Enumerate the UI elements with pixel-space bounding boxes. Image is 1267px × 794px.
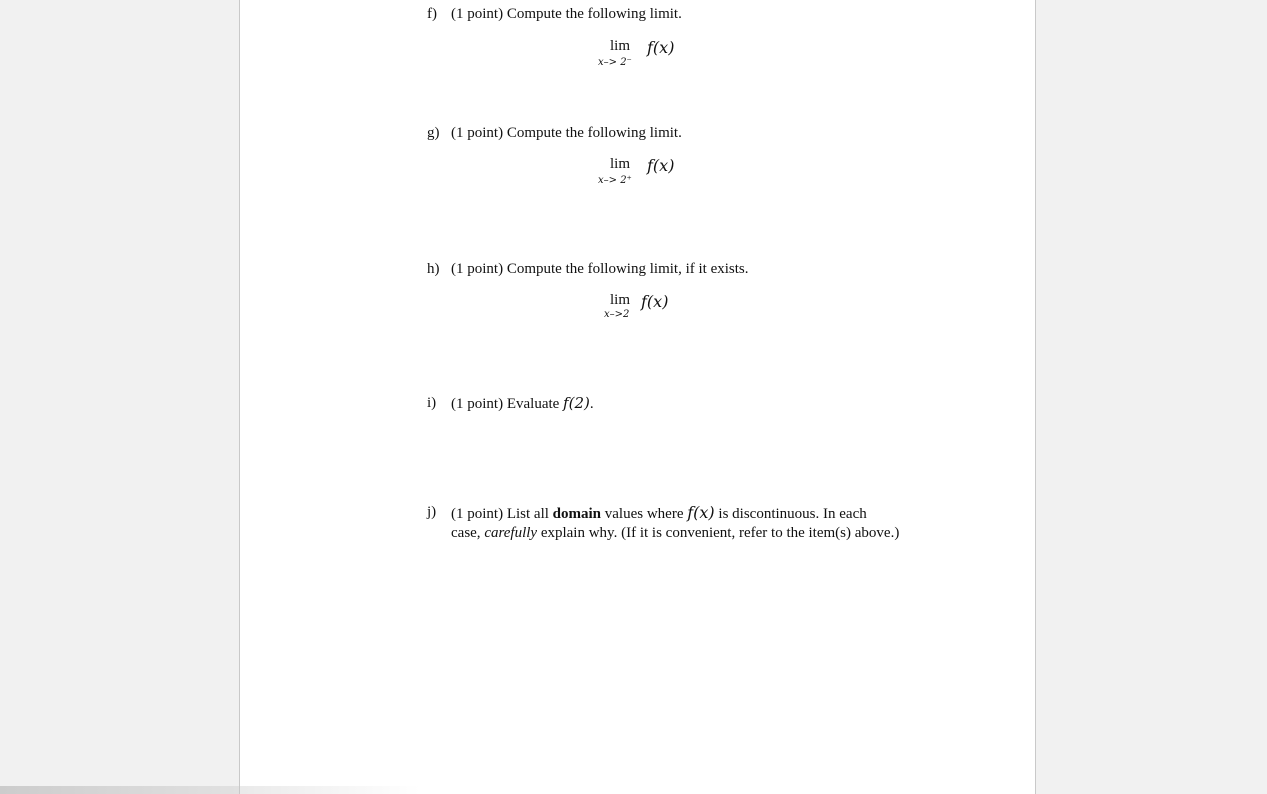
text-before: case, [451, 525, 485, 541]
question-label: h) [427, 261, 440, 277]
question-label: g) [427, 125, 440, 141]
bold-word: domain [552, 506, 602, 522]
bottom-shadow [0, 786, 420, 794]
question-label: i) [427, 395, 437, 411]
question-text [451, 393, 594, 415]
text-after: is discontinuous. In each [714, 506, 867, 522]
lim-word: lim [610, 38, 631, 54]
lim-function: f(x) [647, 38, 675, 57]
question-text-line2 [451, 523, 899, 544]
math-expression: f(2) [563, 394, 590, 412]
lim-word: lim [610, 292, 631, 308]
question-text: (1 point) Compute the following limit, if it exists. [451, 261, 749, 277]
text-after: explain why. (If it is convenient, refer to the item(s) above.) [537, 525, 900, 541]
lim-word: lim [610, 156, 631, 172]
lim-subscript: x–>2 [604, 309, 630, 320]
question-label: f) [427, 6, 437, 22]
text-mid: values where [601, 506, 688, 522]
lim-subscript: x–> 2⁺ [598, 175, 632, 186]
lim-function: f(x) [647, 156, 675, 175]
text-after: . [589, 396, 594, 412]
document-page [239, 0, 1036, 794]
italic-word: carefully [484, 525, 538, 541]
lim-function: f(x) [641, 292, 669, 311]
lim-subscript: x–> 2⁻ [598, 57, 632, 68]
question-text-line1 [451, 502, 867, 525]
math-expression: f(x) [687, 503, 715, 522]
question-label: j) [427, 504, 437, 520]
text-before: (1 point) Evaluate [451, 396, 564, 412]
text-before: (1 point) List all [451, 506, 553, 522]
question-text: (1 point) Compute the following limit. [451, 125, 682, 141]
question-text: (1 point) Compute the following limit. [451, 6, 682, 22]
